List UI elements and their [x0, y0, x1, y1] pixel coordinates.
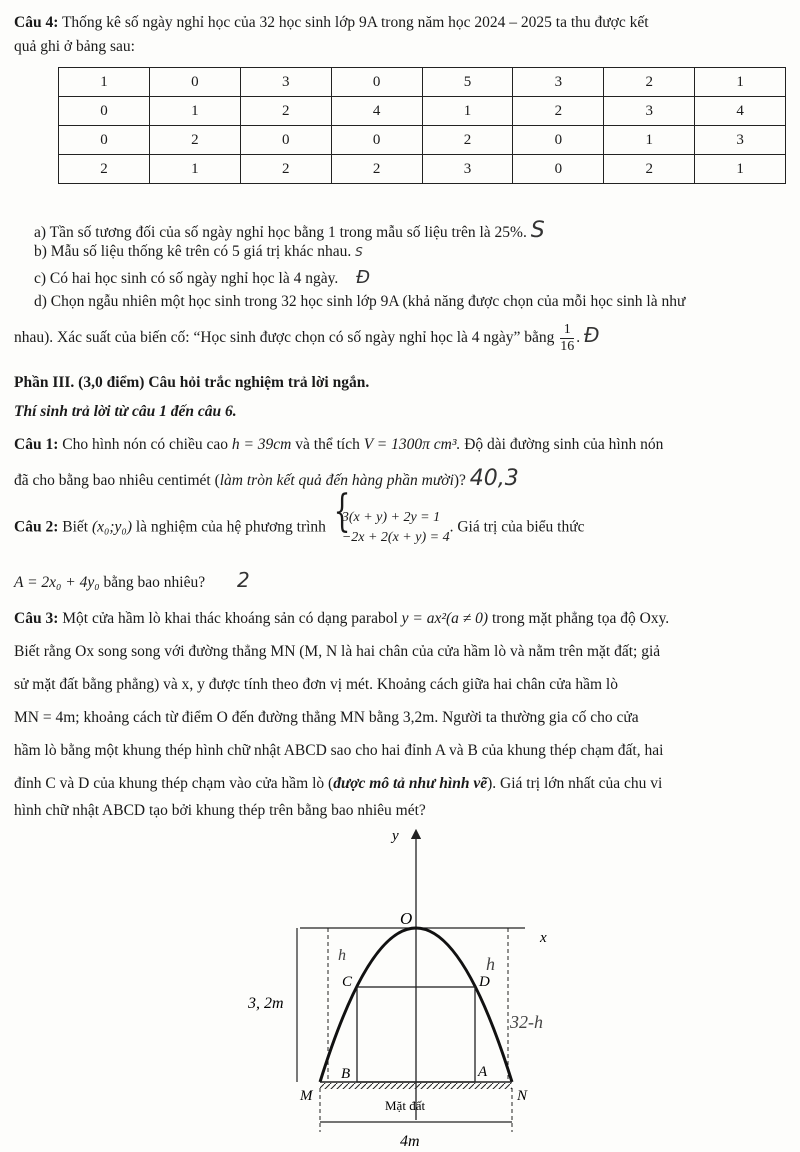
origin-label: O: [400, 909, 413, 928]
c1-text-2: đã cho bằng bao nhiêu centimét (: [14, 472, 220, 489]
table-cell: 1: [149, 97, 240, 126]
ground-label: Mặt đất: [385, 1098, 426, 1113]
table-cell: 2: [149, 126, 240, 155]
q4-intro-text-1: Thống kê số ngày nghỉ học của 32 học sinh lớp 9A trong năm học 2024 – 2025 ta thu được kết: [61, 14, 649, 31]
table-cell: 1: [422, 97, 513, 126]
c3-line-7: hình chữ nhật ABCD tạo bởi khung thép trên bằng bao nhiêu mét?: [14, 802, 426, 819]
c3-text-6-italic: được mô tả như hình vẽ: [333, 775, 488, 792]
table-cell: 3: [240, 68, 331, 97]
fraction-denominator: 16: [560, 339, 575, 354]
q4-statement-d-line-2: nhau). Xác suất của biến cố: “Học sinh được chọn có số ngày nghỉ học là 4 ngày” bằng $\frac{1}{16}$ . Đ: [14, 322, 600, 354]
table-cell: 2: [240, 97, 331, 126]
fraction-numerator: 1: [560, 322, 574, 339]
table-cell: 0: [149, 68, 240, 97]
q4-intro-line-1: [14, 14, 786, 32]
table-cell: 2: [422, 126, 513, 155]
point-c-label: C: [342, 974, 353, 990]
table-cell: 0: [59, 126, 150, 155]
c2-line-2: [14, 568, 786, 592]
x-axis-label: x: [540, 930, 547, 946]
c2-text-d: bằng bao nhiêu?: [103, 574, 206, 591]
c1-line-1: [14, 436, 786, 454]
y-axis-label: y: [392, 828, 399, 844]
table-row: [59, 97, 786, 126]
table-cell: 0: [59, 97, 150, 126]
handwritten-answer-c: Đ: [356, 267, 371, 288]
q4-statement-a: [34, 218, 786, 243]
c3-line-5: hầm lò bằng một khung thép hình chữ nhật ABCD sao cho hai đỉnh A và B của khung thép chạm đất, hai: [14, 742, 664, 759]
table-cell: 1: [604, 126, 695, 155]
point-n-label: N: [517, 1088, 528, 1104]
data-table: [58, 67, 786, 184]
handwritten-h-right: h: [486, 954, 495, 974]
point-a-label: A: [478, 1064, 488, 1080]
point-m-label: M: [300, 1088, 313, 1104]
c3-line-2: Biết rằng Ox song song với đường thẳng MN (M, N là hai chân của cửa hầm lò và nằm trên mặt đất; giả: [14, 643, 661, 660]
table-cell: 3: [604, 97, 695, 126]
point-b-label: B: [341, 1066, 351, 1082]
table-cell: 2: [331, 155, 422, 184]
table-cell: 2: [604, 155, 695, 184]
c1-text-2-end: )?: [453, 472, 466, 489]
c3-text-6b: ). Giá trị lớn nhất của chu vi: [487, 775, 663, 792]
table-cell: 2: [604, 68, 695, 97]
q4-a-text: a) Tần số tương đối của số ngày nghỉ học bằng 1 trong mẫu số liệu trên là 25%.: [34, 224, 527, 241]
table-cell: 1: [695, 68, 786, 97]
table-cell: 1: [59, 68, 150, 97]
width-label: 4m: [400, 1133, 420, 1150]
handwritten-answer-d: Đ: [584, 323, 600, 348]
c1-text-1a: Cho hình nón có chiều cao: [62, 436, 228, 453]
c1-text-1b: và thể tích: [295, 436, 360, 453]
c2-pair: (x₀;y₀): [91, 518, 132, 536]
c2-expression: A = 2x₀ + 4y₀: [14, 574, 100, 591]
table-cell: 4: [695, 97, 786, 126]
c2-text-a: Biết: [62, 518, 89, 536]
equation-2: −2x + 2(x + y) = 4: [341, 530, 450, 545]
handwritten-answer-a: S: [530, 218, 545, 243]
table-cell: 0: [513, 155, 604, 184]
q4-label: Câu 4:: [14, 14, 59, 31]
c3-label: Câu 3:: [14, 610, 59, 627]
c3-line-1: [14, 610, 786, 628]
table-cell: 0: [331, 126, 422, 155]
table-row: [59, 68, 786, 97]
ground-hatch: [320, 1083, 512, 1089]
table-cell: 0: [331, 68, 422, 97]
c3-line-6: [14, 775, 786, 793]
q4-intro-line-2: quả ghi ở bảng sau:: [14, 38, 135, 55]
c3-line-3: sử mặt đất bằng phẳng) và x, y được tính theo đơn vị mét. Khoảng cách giữa hai chân cửa hầm lò: [14, 676, 618, 693]
table-cell: 5: [422, 68, 513, 97]
c3-text-1b: trong mặt phẳng tọa độ Oxy.: [491, 610, 670, 627]
table-cell: 3: [695, 126, 786, 155]
c3-parabola: y = ax²(a ≠ 0): [401, 610, 489, 627]
c2-line-1: [14, 508, 786, 548]
equation-1: { 3(x + y) + 2y = 1: [341, 510, 441, 525]
q4-statement-b: [34, 243, 786, 261]
c3-text-6a: đỉnh C và D của khung thép chạm vào cửa hầm lò (: [14, 775, 334, 792]
table-cell: 1: [149, 155, 240, 184]
q4-c-text: c) Có hai học sinh có số ngày nghỉ học là 4 ngày.: [34, 270, 339, 287]
table-row: [59, 155, 786, 184]
table-cell: 0: [240, 126, 331, 155]
handwritten-h-left: h: [338, 947, 346, 964]
point-d-label: D: [479, 974, 490, 990]
c1-label: Câu 1:: [14, 436, 59, 453]
handwritten-32-minus-h: 32-h: [510, 1012, 543, 1032]
handwritten-answer-c2: 2: [236, 568, 250, 592]
table-cell: 0: [513, 126, 604, 155]
table-cell: 2: [513, 97, 604, 126]
c2-text-c: . Giá trị của biểu thức: [449, 518, 585, 536]
q4-d-text: nhau). Xác suất của biến cố: “Học sinh được chọn có số ngày nghỉ học là 4 ngày” bằng: [14, 329, 555, 347]
c1-text-2-italic: làm tròn kết quả đến hàng phần mười: [219, 472, 454, 489]
c2-text-b: là nghiệm của hệ phương trình: [135, 518, 326, 536]
c1-height: h = 39cm: [231, 436, 292, 453]
c3-line-4: MN = 4m; khoảng cách từ điểm O đến đường thẳng MN bằng 3,2m. Người ta thường gia cố cho cửa: [14, 709, 639, 726]
table-cell: 3: [513, 68, 604, 97]
table-cell: 3: [422, 155, 513, 184]
table-cell: 2: [59, 155, 150, 184]
fraction-one-sixteenth: [560, 322, 574, 355]
c1-volume: V = 1300π cm³.: [363, 436, 461, 453]
q4-statement-d-line-1: d) Chọn ngẫu nhiên một học sinh trong 32 học sinh lớp 9A (khả năng được chọn của mỗi học sinh là như: [34, 293, 686, 310]
equation-system: [330, 508, 450, 548]
handwritten-answer-c1: 40,3: [469, 466, 519, 491]
table-cell: 2: [240, 155, 331, 184]
table-row: [59, 126, 786, 155]
q4-b-text: b) Mẫu số liệu thống kê trên có 5 giá trị khác nhau.: [34, 243, 352, 260]
c3-text-1a: Một cửa hầm lò khai thác khoáng sản có dạng parabol: [62, 610, 398, 627]
c1-text-1c: Độ dài đường sinh của hình nón: [464, 436, 664, 453]
q4-statement-c: [34, 267, 786, 288]
height-label: 3, 2m: [248, 995, 284, 1012]
part3-title: Phần III. (3,0 điểm) Câu hỏi trắc nghiệm trả lời ngắn.: [14, 374, 370, 391]
part3-subtitle: Thí sinh trả lời từ câu 1 đến câu 6.: [14, 403, 237, 420]
table-cell: 4: [331, 97, 422, 126]
handwritten-answer-b: S: [355, 245, 363, 259]
c1-line-2: [14, 466, 786, 491]
c2-label: Câu 2:: [14, 518, 59, 536]
table-cell: 1: [695, 155, 786, 184]
tunnel-figure: [0, 820, 800, 1150]
